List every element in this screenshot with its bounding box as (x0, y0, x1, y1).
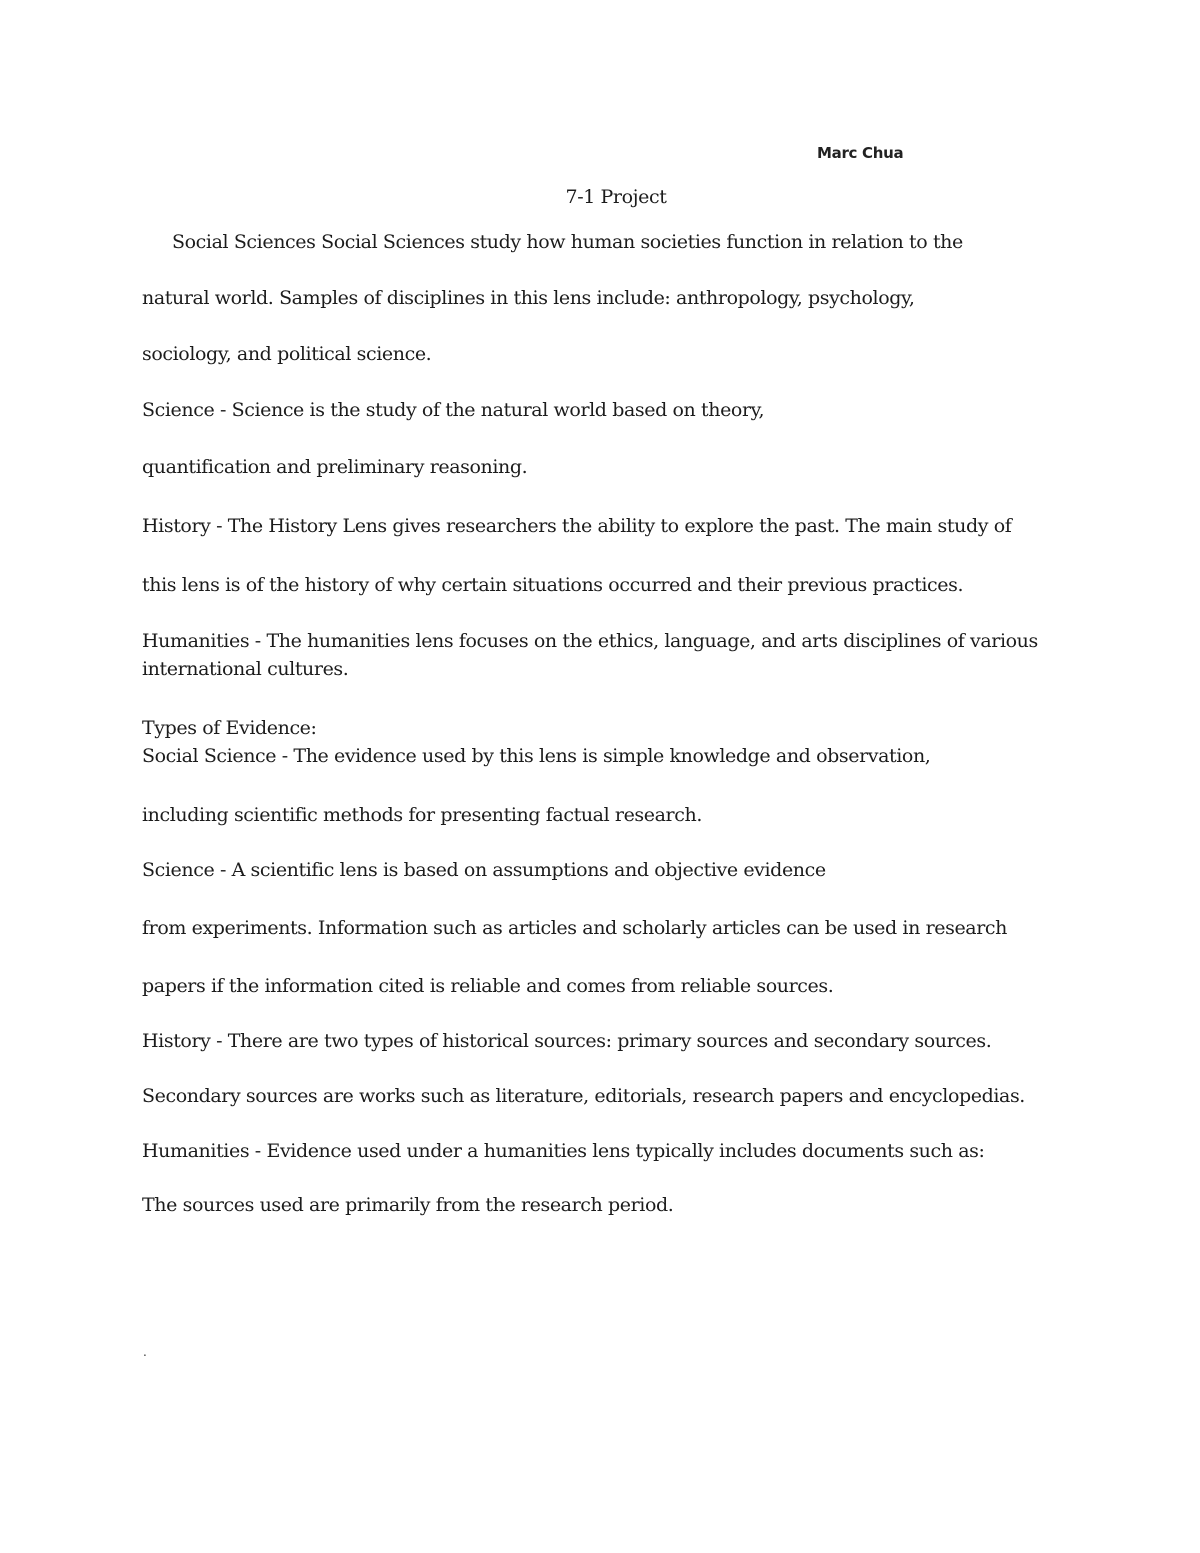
evidence-humanities-line-1: Humanities - Evidence used under a humanities lens typically includes documents such as: (142, 1140, 985, 1162)
humanities-line-1: Humanities - The humanities lens focuses on the ethics, language, and arts disciplines of various (142, 630, 1038, 652)
evidence-science-line-3: papers if the information cited is reliable and comes from reliable sources. (142, 975, 834, 997)
social-sciences-line-1: Social Sciences Social Sciences study how human societies function in relation to the (172, 231, 963, 253)
history-line-2: this lens is of the history of why certain situations occurred and their previous practices. (142, 574, 964, 596)
evidence-social-science-line-2: including scientific methods for presenting factual research. (142, 804, 702, 826)
evidence-science-line-2: from experiments. Information such as articles and scholarly articles can be used in research (142, 917, 1007, 939)
document-title: 7-1 Project (565, 186, 667, 208)
science-line-1: Science - Science is the study of the natural world based on theory, (142, 399, 765, 421)
evidence-science-line-1: Science - A scientific lens is based on assumptions and objective evidence (142, 859, 826, 881)
evidence-history-line-2: Secondary sources are works such as literature, editorials, research papers and encyclopedias. (142, 1085, 1025, 1107)
evidence-humanities-line-2: The sources used are primarily from the research period. (142, 1194, 674, 1216)
science-line-2: quantification and preliminary reasoning. (142, 456, 528, 478)
humanities-line-2: international cultures. (142, 658, 349, 680)
evidence-history-line-1: History - There are two types of historical sources: primary sources and secondary sources. (142, 1030, 992, 1052)
trailing-period: . (143, 1345, 147, 1359)
history-line-1: History - The History Lens gives researchers the ability to explore the past. The main study of (142, 515, 1012, 537)
social-sciences-line-2: natural world. Samples of disciplines in this lens include: anthropology, psychology, (142, 287, 915, 309)
evidence-heading: Types of Evidence: (142, 717, 317, 739)
evidence-social-science-line-1: Social Science - The evidence used by this lens is simple knowledge and observation, (142, 745, 931, 767)
social-sciences-line-3: sociology, and political science. (142, 343, 432, 365)
author-name: Marc Chua (817, 144, 904, 162)
